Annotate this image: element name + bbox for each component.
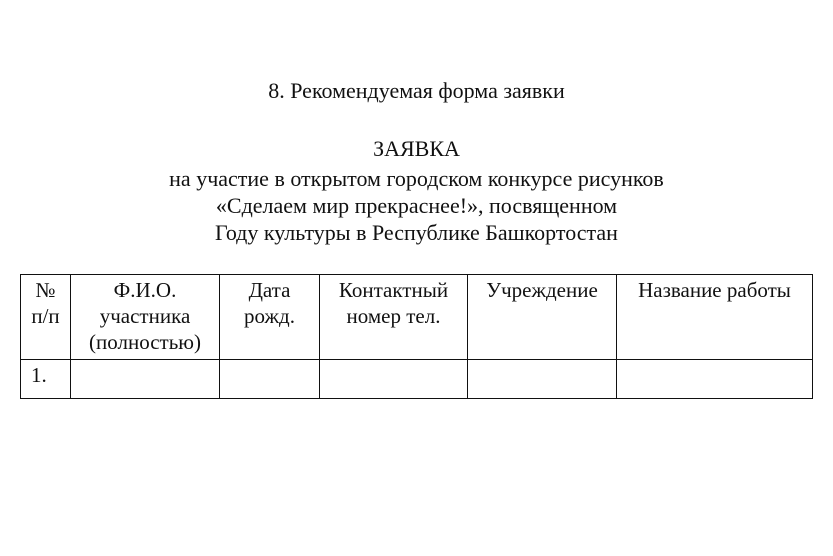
table-cell-birth-date [220,360,320,399]
table-cell-full-name [71,360,220,399]
column-header-line: Название работы [638,278,791,302]
subtitle-line: на участие в открытом городском конкурсе рисунков [169,166,664,191]
column-header-line: № [35,278,56,302]
form-heading: ЗАЯВКА [373,136,460,161]
table-header-row [21,275,813,360]
column-header-line: рожд. [244,304,295,328]
column-header-line: номер тел. [346,304,441,328]
column-header-line: Ф.И.О. [113,278,177,302]
section-title: 8. Рекомендуемая форма заявки [268,78,565,103]
column-header-line: (полностью) [89,330,201,354]
column-header-line: участника [99,304,191,328]
column-header-full-name [71,275,220,360]
column-header-line: Учреждение [486,278,598,302]
column-header-phone [320,275,468,360]
column-header-line: Контактный [338,278,449,302]
table-cell-phone [320,360,468,399]
subtitle-line: Году культуры в Республике Башкортостан [215,220,618,245]
column-header-line: п/п [31,304,60,328]
column-header-number [21,275,71,360]
column-header-institution [468,275,617,360]
column-header-work-title [617,275,813,360]
application-table [20,274,813,399]
table-row [21,360,813,399]
table-cell-work-title [617,360,813,399]
table-cell-number: 1. [21,360,71,399]
column-header-line: Дата [248,278,291,302]
column-header-birth-date [220,275,320,360]
form-subtitle [0,165,833,246]
subtitle-line: «Сделаем мир прекраснее!», посвященном [215,193,618,218]
table-cell-institution [468,360,617,399]
